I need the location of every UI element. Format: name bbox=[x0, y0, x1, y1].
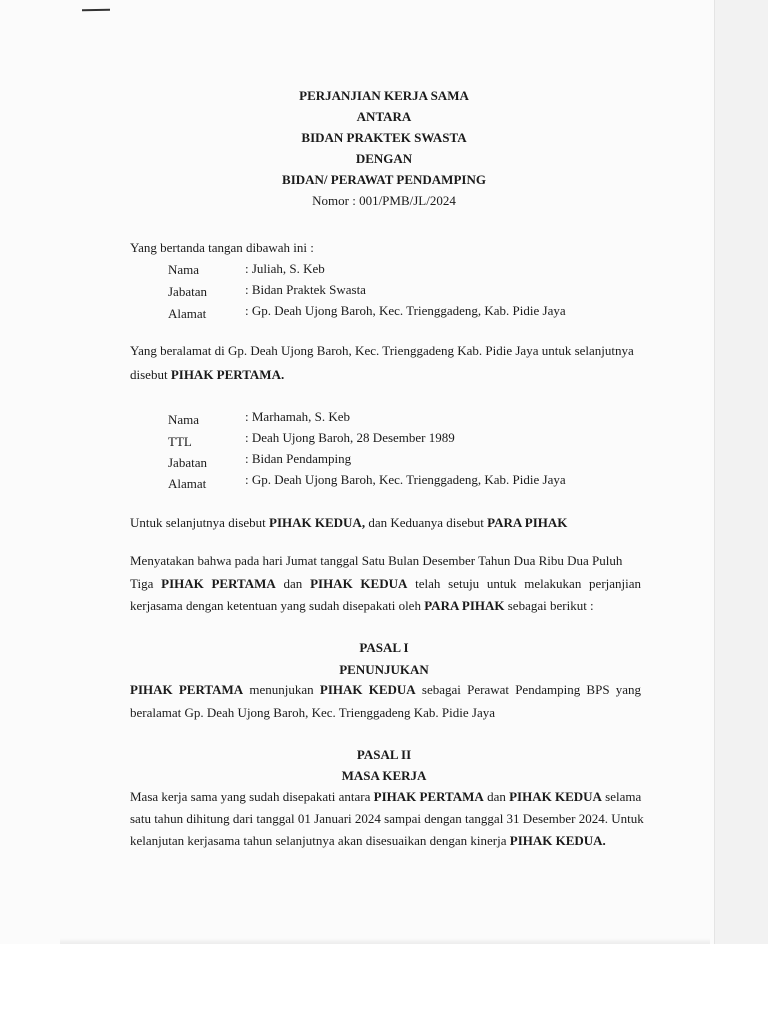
text-segment: menunjukan bbox=[249, 682, 314, 697]
party1-label: Alamat bbox=[168, 306, 207, 321]
party2-label: TTL bbox=[168, 434, 192, 449]
party1-value: : Juliah, S. Keb bbox=[245, 261, 325, 276]
pasal1-title: PASAL I bbox=[359, 640, 409, 655]
pasal2-line1 bbox=[130, 789, 641, 805]
party2-value: : Marhamah, S. Keb bbox=[245, 409, 351, 424]
pasal1-line2: beralamat Gp. Deah Ujong Baroh, Kec. Trienggadeng Kab. Pidie Jaya bbox=[130, 705, 495, 720]
party2-value: : Deah Ujong Baroh, 28 Desember 1989 bbox=[245, 430, 455, 445]
party-name-bold: PARA PIHAK bbox=[424, 598, 505, 613]
text-segment: Untuk selanjutnya disebut bbox=[130, 515, 270, 530]
pasal2-line2: satu tahun dihitung dari tanggal 01 Januari 2024 sampai dengan tanggal 31 Desember 2024. Untuk bbox=[130, 811, 644, 826]
party1-value: : Gp. Deah Ujong Baroh, Kec. Trienggadeng, Kab. Pidie Jaya bbox=[245, 303, 566, 318]
text-segment: dan bbox=[283, 576, 303, 591]
party1-label: Jabatan bbox=[168, 284, 207, 299]
text-segment: sebagai berikut : bbox=[504, 598, 594, 613]
party1-value: : Bidan Praktek Swasta bbox=[245, 282, 366, 297]
party-name-bold: PIHAK KEDUA bbox=[310, 576, 408, 591]
party1-description-line1: Yang beralamat di Gp. Deah Ujong Baroh, Kec. Trienggadeng Kab. Pidie Jaya untuk selanjutnya bbox=[130, 343, 634, 358]
party-name-bold: PIHAK PERTAMA bbox=[130, 682, 244, 697]
party2-value: : Gp. Deah Ujong Baroh, Kec. Trienggadeng, Kab. Pidie Jaya bbox=[245, 472, 566, 487]
title-line-1: PERJANJIAN KERJA SAMA bbox=[299, 88, 469, 103]
party2-label: Alamat bbox=[168, 476, 207, 491]
text-segment: sebagai Perawat Pendamping BPS yang bbox=[421, 682, 642, 697]
party2-label: Jabatan bbox=[168, 455, 207, 470]
text-segment: dan bbox=[483, 789, 510, 804]
statement-line3 bbox=[130, 598, 594, 614]
pasal2-line3 bbox=[130, 833, 606, 849]
title-line-4: DENGAN bbox=[355, 151, 413, 166]
party-name-bold: PIHAK KEDUA. bbox=[509, 833, 606, 848]
party2-label: Nama bbox=[168, 412, 200, 427]
pasal1-subtitle: PENUNJUKAN bbox=[339, 662, 429, 677]
text-segment: kerjasama dengan ketentuan yang sudah disepakati oleh bbox=[130, 598, 425, 613]
party2-description bbox=[130, 515, 567, 531]
pasal2-title: PASAL II bbox=[356, 747, 412, 762]
scan-bottom-margin bbox=[0, 944, 768, 1024]
document-number: Nomor : 001/PMB/JL/2024 bbox=[312, 193, 456, 208]
party-name-bold: PIHAK PERTAMA bbox=[161, 576, 276, 591]
intro-text: Yang bertanda tangan dibawah ini : bbox=[130, 240, 314, 255]
text-segment: selama bbox=[601, 789, 642, 804]
party-name-bold: PARA PIHAK bbox=[487, 515, 568, 530]
text-segment: Masa kerja sama yang sudah disepakati antara bbox=[130, 789, 374, 804]
title-line-2: ANTARA bbox=[356, 109, 412, 124]
party-name-bold: PIHAK PERTAMA bbox=[373, 789, 484, 804]
party1-label: Nama bbox=[168, 262, 200, 277]
text-segment: kelanjutan kerjasama tahun selanjutnya akan disesuaikan dengan kinerja bbox=[130, 833, 510, 848]
text-segment: telah setuju untuk melakukan perjanjian bbox=[415, 576, 642, 591]
statement-line2 bbox=[130, 576, 641, 592]
party-name-bold: PIHAK PERTAMA. bbox=[170, 367, 285, 382]
pasal2-subtitle: MASA KERJA bbox=[341, 768, 427, 783]
text-segment: dan Keduanya disebut bbox=[365, 515, 488, 530]
statement-line1: Menyatakan bahwa pada hari Jumat tanggal Satu Bulan Desember Tahun Dua Ribu Dua Puluh bbox=[130, 553, 623, 568]
title-line-3: BIDAN PRAKTEK SWASTA bbox=[301, 130, 467, 145]
pasal1-line1 bbox=[130, 682, 641, 698]
party2-value: : Bidan Pendamping bbox=[245, 451, 352, 466]
party-name-bold: PIHAK KEDUA bbox=[319, 682, 416, 697]
party-name-bold: PIHAK KEDUA, bbox=[269, 515, 366, 530]
party1-description-line2 bbox=[130, 367, 284, 383]
text-segment: Tiga bbox=[130, 576, 154, 591]
page-bottom-shadow bbox=[60, 938, 710, 944]
title-line-5: BIDAN/ PERAWAT PENDAMPING bbox=[282, 172, 486, 187]
text-segment: disebut bbox=[130, 367, 171, 382]
party-name-bold: PIHAK KEDUA bbox=[509, 789, 602, 804]
